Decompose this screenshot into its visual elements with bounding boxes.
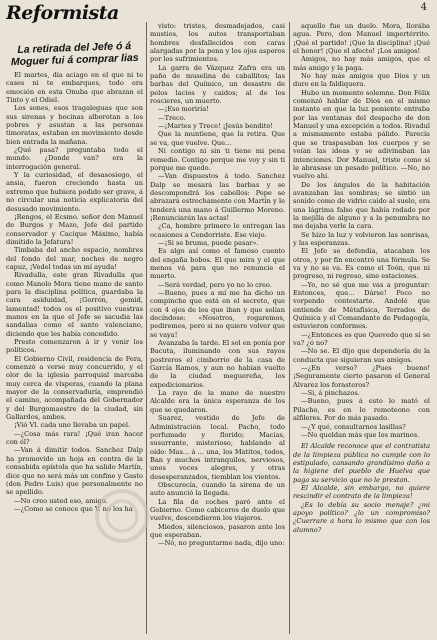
paragraph: —¡Eso moriría! <box>158 105 209 114</box>
paragraph: —Nó, no preguntarme nada, dijo uno: <box>158 539 285 548</box>
paragraph: Suarez, vestido de Jefe de Administración local. Pacho, todo perfumado y florido; Macias, susurrante, misterioso, hablando al oído: Mas... á ... una, los Matitos, todos, Ban y muchos intranquilos, nerviosos, unos voces alegres, y otras desesperanzados, tiemblan los vientos. <box>150 414 285 481</box>
column-3 <box>293 22 430 638</box>
column-1 <box>6 22 143 638</box>
paragraph: De los ángulos de la habitación avanzaban las sombras; se sintió un sonido como de vidrio caido al suelo, era una lágrima falso que había rodado por la mejilla de alguno y a la penumbra no me dejaba verle la cara. <box>293 180 430 231</box>
headline-line-2: Moguer fui á comprar lias <box>10 51 139 69</box>
masthead-title: Reformista <box>6 2 119 24</box>
editorial-note <box>293 442 430 534</box>
paragraph: —No creo usted eso, amigo. <box>14 496 108 505</box>
paragraph: Amigos, no hay más amigos, que el más amigo y la paga. <box>293 55 430 72</box>
paragraph: —¿Y qué, consultarnos lasillas? <box>301 422 406 431</box>
paragraph: —Van á dimitir todos. Sanchez Dalp ha promovido un hoja en contra de la consabida epístola que ha salido Martín, dice que no será más un confine y Gasto (don Pedro Luis) que personalmente no se apellido. <box>6 446 143 497</box>
paragraph: Los sones, esos tragaleguas que son sus sirenas y bocinas alborotan a los pobres y asustan a las personas timoratas, estaban en movimiento desde bien entrada la mañana. <box>6 104 143 146</box>
headline-line-1: La retirada del Jefe ó á <box>17 40 132 56</box>
article-headline <box>6 40 143 69</box>
paragraph: —Será verdad, pero yo no lo creo. <box>158 280 272 289</box>
paragraph: —Treco. <box>158 113 186 122</box>
paragraph: Se hizo la luz y volvieron las sonrisas, y las esperanzas. <box>293 230 430 247</box>
paragraph: Es algo así como el famoso cuento del engaña bobos. El que mira y el que menos vá para que no renuncie el muerto. <box>150 247 285 281</box>
column-divider <box>146 22 147 634</box>
paragraph: —No se. El dijo que dependería de la conducta que siguieran sus amigos. <box>293 347 430 364</box>
paragraph: La fila de coches paró ante el Gobierno. Como cabiceros de duelo que vuelve, descendieron los viajeros. <box>150 497 285 523</box>
paragraph: —Yo, no sé que me vas a preguntar: Entonces, que... Dárse! Poco no vorpendo contestarte. Andolé que entiende de Métafísica, Terrados de Química y el Comandante de Pedagogía, estuvieron conformes. <box>293 280 430 331</box>
paragraph: Miedos, silenciosos, pasaron ante los que esperaban. <box>150 522 285 539</box>
paragraph: —¿Como se conoce que V. no los ha <box>14 504 133 513</box>
paragraph: ¡Vió Vl. cada uno llevaba un papel. <box>14 421 131 430</box>
paragraph: —No queldan más que los marinos. <box>301 430 420 439</box>
paragraph: Ni contigo ni sin ti tiene mi pena remedio. Contigo porque me voy y sin ti porque me quedo. <box>150 147 285 172</box>
paragraph: visto: tristes, desmadejados, casi mustios, los autos transportaban hombres desfallecidos con caras alargadas por la pena y los ojos asperos por los sufrimientos. <box>150 22 285 64</box>
paragraph: Obscurecía, cuando la sirena de un auto anunció la llegada. <box>150 480 285 498</box>
paragraph: Avanzaba la tarde. El sol en ponía por Bacuta, iluminando con sus rayos postreros el cimborrio de la casa de García Ramos, y aun no habian vuelto de la ciudad meguereña, los expedicionarios. <box>150 339 285 389</box>
paragraph: —¿Cosa más rara! ¡Qué iran hacer con él? <box>6 429 143 447</box>
paragraph: —¿Entonces es que Quevedo que sí se va? ¿ó no? <box>293 330 430 348</box>
paragraph: ¿Ca, hombre primero le entregan las ocasiones a Cendorriste. Ese viejo. <box>150 222 285 239</box>
paragraph: ¡Rengos, el Ecsmo. señor don Manuel de Burgos y Mazo, Jefe del partido conservador y Cacique Máximo, había dimitido la Jefatura! <box>6 212 143 246</box>
paragraph: La rayo de la mano de nuestro Alcalde era la única esperanza de los que se quedaron. <box>150 389 285 414</box>
paragraph: —Bueno, pues a mí me ha dicho un compinche que está en el secreto, que con 4 ojos de los que iban y que solían decíndose: «Nosotros, rogaremos, pediremos, pero si no quiere volver que se vaya! <box>150 289 285 339</box>
paragraph: —¿En verso? ¿Pues bueno! ¡Seguramente cierto pasaron el General Alvarez los forasteros? <box>293 364 430 389</box>
paragraph: —Van dispuestos á todo. Sanchez Dalp se mesará las barbas y se descompondrá los cabellos: Pepe se abrazará estrechamente con Martín y le tenderá una mano á Guillermo Moreno. ¡Renunciarán las actas! <box>150 172 285 222</box>
paragraph: El Jefe se defendía, atacaban los otros, y por fin encontró una fórmula. Se va y no se va. Es como el Toón, que ni progreso, ni regreso, sine estaciones. <box>293 247 430 281</box>
column-1-body <box>6 71 143 513</box>
column-3-body <box>293 22 430 439</box>
article-columns <box>6 22 431 638</box>
column-2 <box>150 22 285 638</box>
paragraph: El martes, día aciago en el que ni te cases ni te embarques, todo era emoción en esta Onuba que abrazan el Tinto y el Odiel. <box>6 71 143 105</box>
paragraph: aquello fue un duelo. Mora, llorába agua. Pero, don Manuel impertérrito. ¡Qué el partido! ¡Que la disciplina! ¡Qué el honor! ¡Que el afecto! ¡Los amigos! <box>293 22 430 56</box>
paragraph: El Alcalde, sin embargo, no quiere rescindir el contrato de la limpieza! <box>293 483 430 501</box>
paragraph: No hay más amigos que Dios y un duro en la faldiquera. <box>293 72 430 89</box>
paragraph: —¡Martes y Trece! ¡Jesús bendito! <box>158 122 273 131</box>
paragraph: —Bueno, pues á esto lo mató el Pilacho, es en lo remoteono con alfileres. Por do más pasado. <box>293 397 430 423</box>
paragraph: Presto comenzaron á ir y venir los políticos. <box>6 338 143 355</box>
paragraph: ¿Es lo debía su socio menaje? ¿mi apoyo político? ¿lo un compromiso? ¿Cuerrare a hora lo mismo que con los alumno? <box>293 500 430 534</box>
column-2-body <box>150 22 285 548</box>
paragraph: Y la curiosidad, el desasosiego, el ansia, fueron creciendo hasta un extremo que hubiera podido ser grave, á no circular una noticia explicatoria del desusado movimiento. <box>6 171 143 213</box>
paragraph: Timbaba del ancho espacio, nombres del fondo del mar, noches de negro capuz, ¡Vedel todas un mí ayuda! <box>6 246 143 271</box>
paragraph: —¡Si se bruma, puede pasar». <box>158 238 259 247</box>
paragraph: El Gobierno Civil, residencia de Fera, comenzó a verse muy concurrido, y el olor de la iglesia parroquial marcaba muy cerca de vísperas, cuando la plana mayor de la conservaduría, emprendió el camino, acompañada del Gobernador y del Burgomaestre de la ciudad, sin Gallardos, ambos. <box>6 354 143 422</box>
column-divider <box>289 22 290 634</box>
paragraph: Hubo un momento solemne. Don Félix comenzó hablar de Dios en el mismo instante en que la luz poniente entraba por las ventanas del despacho de don Manuel y una excepción a todos. Rivadul a mismamente estaba pálido. Parecía que se traspasaban los cuerpos y se veían las ideas y se adivinaban las intenciones. Dor Manuel, triste como si le abrasase un pesado político. —No, no vuelvo ahí. <box>293 88 430 181</box>
paragraph: ¿Qué pasa? preguntaba todo el mundo. ¿Donde van? era la interrogación general. <box>6 146 143 171</box>
paragraph: El Alcalde reconoce que el contratista de la limpieza pública no cumple con lo estipulado, cansando grandísimo daño a la higiene del pueblo de Huelva que paga su servicio que no le prestan. <box>293 442 430 484</box>
paragraph: Rivadulla, este gran Rivadulla que como Manolo Mora tiene mano de santo para la disciplina política, guardaba la cara asiduidad, ¡Gorrón, gemid, lamentad! todos os el positivo vuestras manos en la que el Jefe se sacudia las sandalias como el santo valenciano, diciendo que les había concedido. <box>6 271 143 338</box>
paragraph: Que la muntiene, que la retira. Que se va, que vuelve. Que... <box>150 130 285 147</box>
paragraph: —Si, á pinchazos. <box>301 389 360 398</box>
page-number: 4 <box>420 2 427 13</box>
paragraph: La garra de Vázquez Zafra era un paño de muselina de caballitos; las barbas del Químico, un desastre de pelos lacios y caidos; al de los roscieres, un muerto. <box>150 63 285 106</box>
